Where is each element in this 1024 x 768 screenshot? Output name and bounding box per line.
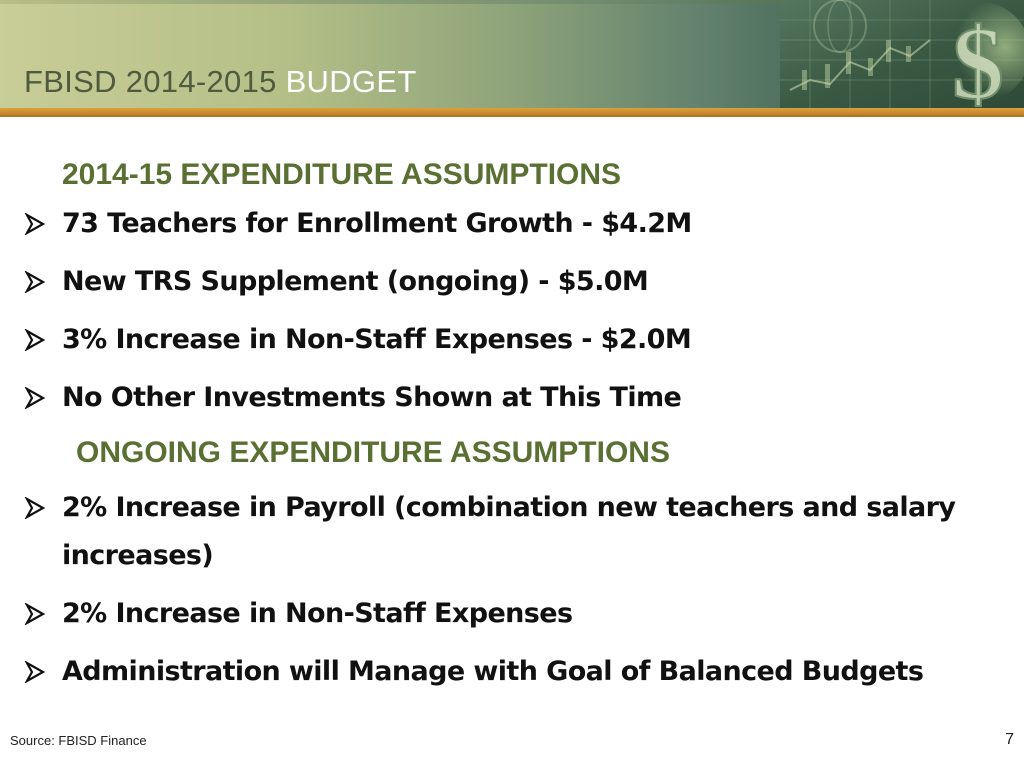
arrow-bullet-icon: [24, 320, 62, 360]
bullet-item: [24, 378, 1004, 422]
header-accent-bar: [0, 108, 1024, 117]
bullet-text: 3% Increase in Non-Staff Expenses - $2.0M: [62, 324, 692, 355]
arrow-bullet-icon: [24, 204, 62, 244]
source-note: Source: FBISD Finance: [10, 733, 147, 748]
bullet-item: [24, 652, 1004, 696]
page-number: 7: [1005, 731, 1014, 748]
bullet-item: [24, 262, 1004, 306]
bullet-item: [24, 594, 1004, 638]
bullet-item: [24, 488, 1004, 580]
arrow-bullet-icon: [24, 652, 62, 692]
title-budget-word: BUDGET: [285, 64, 417, 99]
section-heading-ongoing: ONGOING EXPENDITURE ASSUMPTIONS: [76, 436, 670, 469]
arrow-bullet-icon: [24, 488, 62, 528]
title-district-years: FBISD 2014-2015: [24, 64, 286, 99]
bullet-text: No Other Investments Shown at This Time: [62, 382, 682, 413]
arrow-bullet-icon: [24, 262, 62, 302]
dollar-sign-icon: [780, 0, 1024, 108]
presentation-title: [24, 64, 417, 100]
bullet-text: 2% Increase in Payroll (combination new teachers and salary increases): [62, 492, 956, 571]
section-heading-2014-15: 2014-15 EXPENDITURE ASSUMPTIONS: [62, 158, 622, 191]
svg-text:$: $: [952, 6, 1004, 108]
bullet-text: Administration will Manage with Goal of Balanced Budgets: [62, 656, 924, 687]
arrow-bullet-icon: [24, 594, 62, 634]
arrow-bullet-icon: [24, 378, 62, 418]
bullet-item: [24, 204, 1004, 248]
bullet-text: 2% Increase in Non-Staff Expenses: [62, 598, 573, 629]
bullet-text: New TRS Supplement (ongoing) - $5.0M: [62, 266, 649, 297]
bullet-text: 73 Teachers for Enrollment Growth - $4.2M: [62, 208, 692, 239]
header-banner: [0, 0, 1024, 108]
bullet-item: [24, 320, 1004, 364]
